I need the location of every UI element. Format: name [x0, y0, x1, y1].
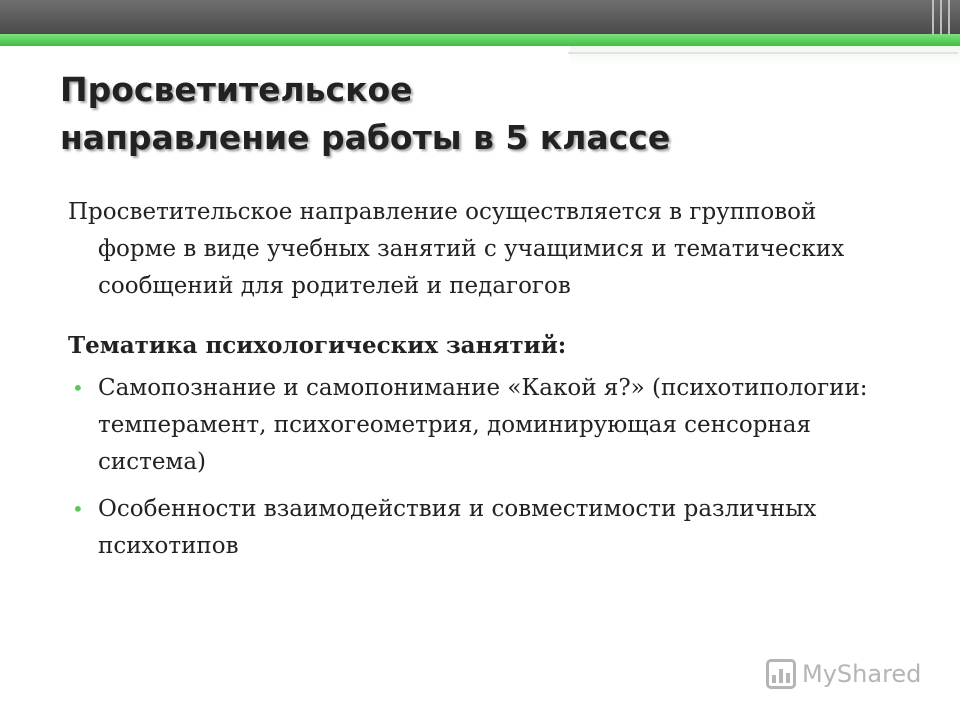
bullet-icon: • — [72, 376, 84, 400]
green-band-fade — [570, 46, 960, 66]
green-band — [0, 34, 960, 46]
intro-paragraph: Просветительское направление осуществляется в групповой форме в виде учебных занятий с учащимися и тематических сообщений для родителей и педагогов — [68, 199, 845, 299]
topic-text: Самопознание и самопонимание «Какой я?» (психотипологии: темперамент, психогеометрия, доминирующая сенсорная система) — [98, 375, 868, 475]
top-bar-stripe — [940, 0, 942, 34]
top-bar — [0, 0, 960, 34]
title-line-2: направление работы в 5 классе — [60, 118, 671, 157]
topics-list — [68, 370, 868, 565]
band-line — [568, 52, 958, 54]
topic-text: Особенности взаимодействия и совместимости различных психотипов — [98, 496, 817, 559]
topics-heading: Тематика психологических занятий: — [68, 332, 567, 359]
list-item — [68, 370, 868, 481]
list-item — [68, 491, 868, 565]
watermark-logo — [766, 654, 921, 694]
title-line-1: Просветительское — [60, 70, 413, 109]
watermark-text: MyShared — [802, 660, 922, 688]
presentation-icon — [766, 659, 796, 689]
top-bar-stripe — [948, 0, 950, 34]
slide-title — [60, 66, 670, 162]
slide-content — [68, 194, 868, 575]
bullet-icon: • — [72, 497, 84, 521]
top-bar-stripe — [932, 0, 934, 34]
